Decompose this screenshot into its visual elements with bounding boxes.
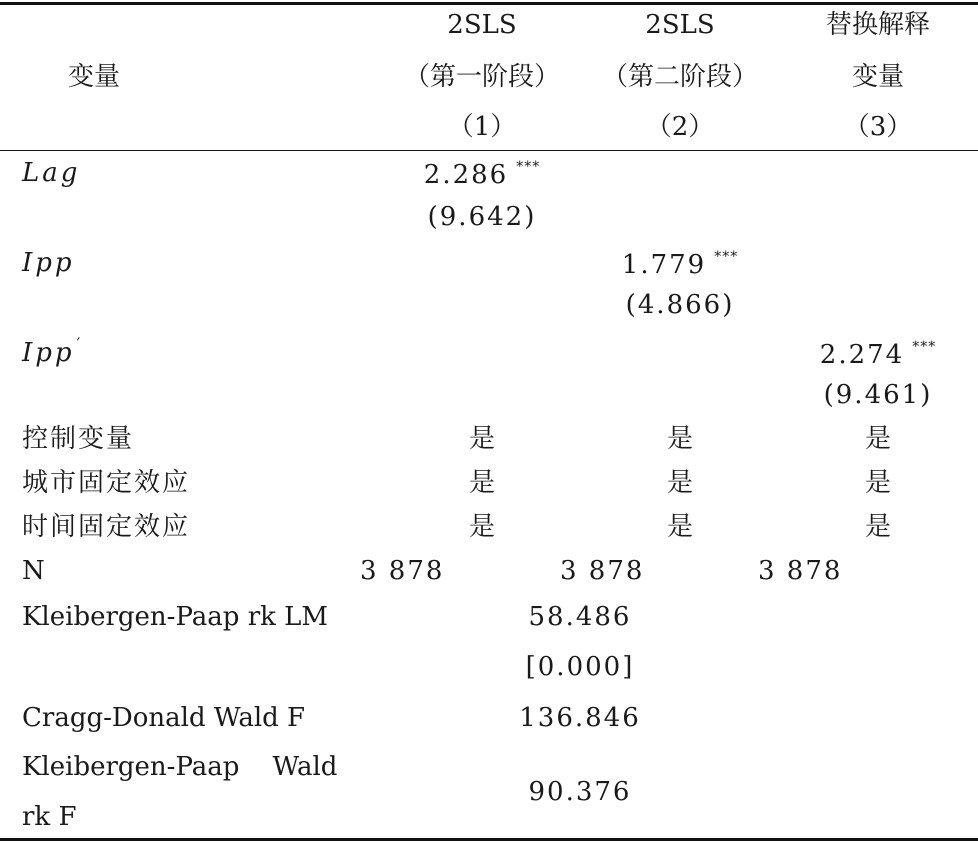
row-ipp-coef: 1.779 *** — [621, 249, 739, 280]
row-cd-f-value: 136.846 — [519, 703, 641, 733]
significance-stars: *** — [714, 249, 739, 265]
row-n-col3: 3 878 — [758, 556, 843, 586]
row-time-fe-col1: 是 — [468, 512, 495, 542]
header-col3-title: 替换解释 — [825, 10, 930, 40]
row-time-fe-col2: 是 — [666, 512, 693, 542]
header-col2-method: 2SLS — [645, 10, 715, 40]
row-ipp-alt-tstat: (9.461) — [823, 380, 933, 410]
row-ipp-alt-label: Ipp ′ — [22, 334, 81, 368]
row-kp-f-label-line1: Kleibergen-Paap Wald — [22, 752, 338, 782]
row-cd-f-label: Cragg-Donald Wald F — [22, 703, 306, 733]
header-col2-number: （2） — [645, 112, 715, 142]
header-col1-method: 2SLS — [447, 10, 517, 40]
row-kp-f-label-line2: rk F — [22, 802, 77, 832]
prime-mark: ′ — [76, 334, 81, 353]
row-kp-lm-value: 58.486 — [528, 602, 632, 632]
significance-stars: *** — [912, 339, 937, 355]
row-n-col1: 3 878 — [360, 556, 445, 586]
header-col1-stage: （第一阶段） — [403, 62, 560, 92]
row-time-fe-col3: 是 — [864, 512, 891, 542]
table-header-rule — [0, 150, 978, 151]
row-ipp-tstat: (4.866) — [625, 290, 735, 320]
row-city-fe-label: 城市固定效应 — [22, 468, 191, 498]
row-controls-label: 控制变量 — [22, 424, 135, 454]
table-top-rule — [0, 2, 978, 5]
table-bottom-rule — [0, 838, 978, 841]
row-city-fe-col1: 是 — [468, 468, 495, 498]
row-controls-col3: 是 — [864, 424, 891, 454]
row-lag-label: Lag — [22, 158, 81, 188]
header-col3-number: （3） — [843, 112, 913, 142]
row-ipp-label: Ipp — [22, 248, 75, 278]
row-n-label: N — [22, 556, 45, 586]
row-city-fe-col2: 是 — [666, 468, 693, 498]
row-n-col2: 3 878 — [560, 556, 645, 586]
row-kp-f-value: 90.376 — [528, 777, 632, 807]
row-kp-lm-label: Kleibergen-Paap rk LM — [22, 602, 329, 632]
row-controls-col2: 是 — [666, 424, 693, 454]
significance-stars: *** — [516, 159, 541, 175]
row-ipp-alt-coef: 2.274 *** — [819, 339, 937, 370]
header-variable: 变量 — [68, 62, 121, 92]
row-lag-coef: 2.286 *** — [423, 159, 541, 190]
row-controls-col1: 是 — [468, 424, 495, 454]
header-col3-title-line2: 变量 — [851, 62, 904, 92]
row-lag-tstat: (9.642) — [427, 202, 537, 232]
row-kp-lm-pvalue: [0.000] — [525, 652, 635, 682]
header-col2-stage: （第二阶段） — [601, 62, 758, 92]
header-col1-number: （1） — [447, 112, 517, 142]
row-time-fe-label: 时间固定效应 — [22, 512, 191, 542]
row-city-fe-col3: 是 — [864, 468, 891, 498]
